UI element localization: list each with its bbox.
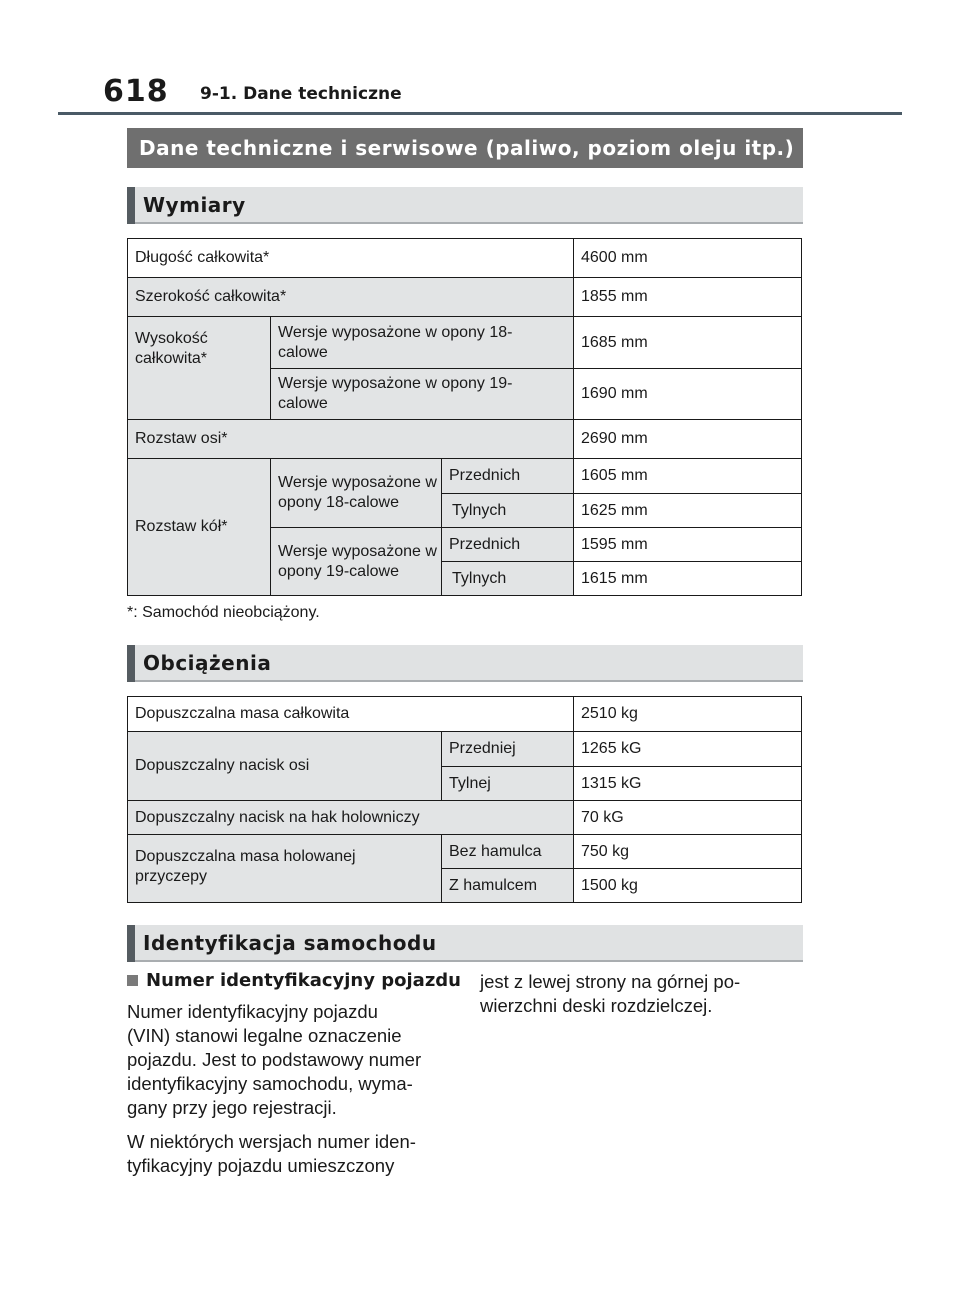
trailer-braked-label: Z hamulcem [441, 868, 574, 903]
chapter-banner-title: Dane techniczne i serwisowe (paliwo, poziom oleju itp.) [139, 136, 795, 160]
vin-p1-line: pojazdu. Jest to podstawowy numer [127, 1049, 422, 1070]
height-label: Wysokość całkowita* [127, 316, 271, 420]
vin-paragraph-1 [127, 1000, 421, 1120]
vin-p1-line: identyfikacyjny samochodu, wyma- [127, 1073, 413, 1094]
axle-load-label: Dopuszczalny nacisk osi [127, 731, 442, 801]
footnote: *: Samochód nieobciążony. [127, 604, 320, 621]
track-19-front-label: Przednich [441, 527, 574, 562]
vin-paragraph-continued [480, 970, 740, 1018]
vin-col2-line: wierzchni deski rozdzielczej. [480, 995, 713, 1016]
height-row-19-label: Wersje wyposażone w opony 19-calowe [270, 368, 574, 420]
hitch-value: 70 kG [573, 800, 802, 835]
page-number: 618 [103, 74, 169, 109]
identification-heading-label: Identyfikacja samochodu [143, 931, 437, 955]
height-row-18-value: 1685 mm [573, 316, 802, 369]
vin-heading-label: Numer identyfikacyjny pojazdu [146, 970, 461, 991]
vin-col2-line: jest z lewej strony na górnej po- [480, 971, 741, 992]
dimensions-heading [127, 187, 803, 224]
trailer-braked-value: 1500 kg [573, 868, 802, 903]
vin-p2-line: tyfikacyjny pojazdu umieszczony [127, 1155, 395, 1176]
axle-rear-value: 1315 kG [573, 766, 802, 801]
track-18-front-label: Przednich [441, 458, 574, 494]
width-value: 1855 mm [573, 277, 802, 317]
loads-heading [127, 645, 803, 682]
vin-heading [127, 970, 461, 991]
vin-p1-line: (VIN) stanowi legalne oznaczenie [127, 1025, 402, 1046]
vin-paragraph-2 [127, 1130, 416, 1178]
wheelbase-label: Rozstaw osi* [127, 419, 574, 459]
track-group-19-label: Wersje wyposażone w opony 19-calowe [270, 527, 442, 596]
track-label: Rozstaw kół* [127, 458, 271, 596]
vin-p1-line: Numer identyfikacyjny pojazdu [127, 1001, 378, 1022]
identification-heading [127, 925, 803, 962]
width-label: Szerokość całkowita* [127, 277, 574, 317]
chapter-banner [127, 128, 803, 168]
length-label: Długość całkowita* [127, 238, 574, 278]
track-19-rear-value: 1615 mm [573, 561, 802, 596]
vin-p2-line: W niektórych wersjach numer iden- [127, 1131, 416, 1152]
trailer-unbraked-label: Bez hamulca [441, 834, 574, 869]
length-value: 4600 mm [573, 238, 802, 278]
vin-p1-line: gany przy jego rejestracji. [127, 1097, 337, 1118]
height-row-19-value: 1690 mm [573, 368, 802, 420]
dimensions-table [127, 238, 802, 596]
track-19-rear-label: Tylnych [441, 561, 574, 596]
square-bullet-icon [127, 975, 138, 986]
axle-front-label: Przedniej [441, 731, 574, 767]
section-reference: 9-1. Dane techniczne [200, 84, 402, 104]
track-19-front-value: 1595 mm [573, 527, 802, 562]
wheelbase-value: 2690 mm [573, 419, 802, 459]
header-rule [58, 112, 902, 115]
axle-rear-label: Tylnej [441, 766, 574, 801]
dimensions-heading-label: Wymiary [143, 193, 246, 217]
track-18-rear-value: 1625 mm [573, 493, 802, 528]
track-18-front-value: 1605 mm [573, 458, 802, 494]
axle-front-value: 1265 kG [573, 731, 802, 767]
trailer-label: Dopuszczalna masa holowanej przyczepy [127, 834, 442, 903]
trailer-unbraked-value: 750 kg [573, 834, 802, 869]
hitch-label: Dopuszczalny nacisk na hak holowniczy [127, 800, 574, 835]
height-row-18-label: Wersje wyposażone w opony 18-calowe [270, 316, 574, 369]
gvm-value: 2510 kg [573, 696, 802, 732]
gvm-label: Dopuszczalna masa całkowita [127, 696, 574, 732]
loads-heading-label: Obciążenia [143, 651, 272, 675]
track-18-rear-label: Tylnych [441, 493, 574, 528]
loads-table [127, 696, 802, 903]
track-group-18-label: Wersje wyposażone w opony 18-calowe [270, 458, 442, 528]
